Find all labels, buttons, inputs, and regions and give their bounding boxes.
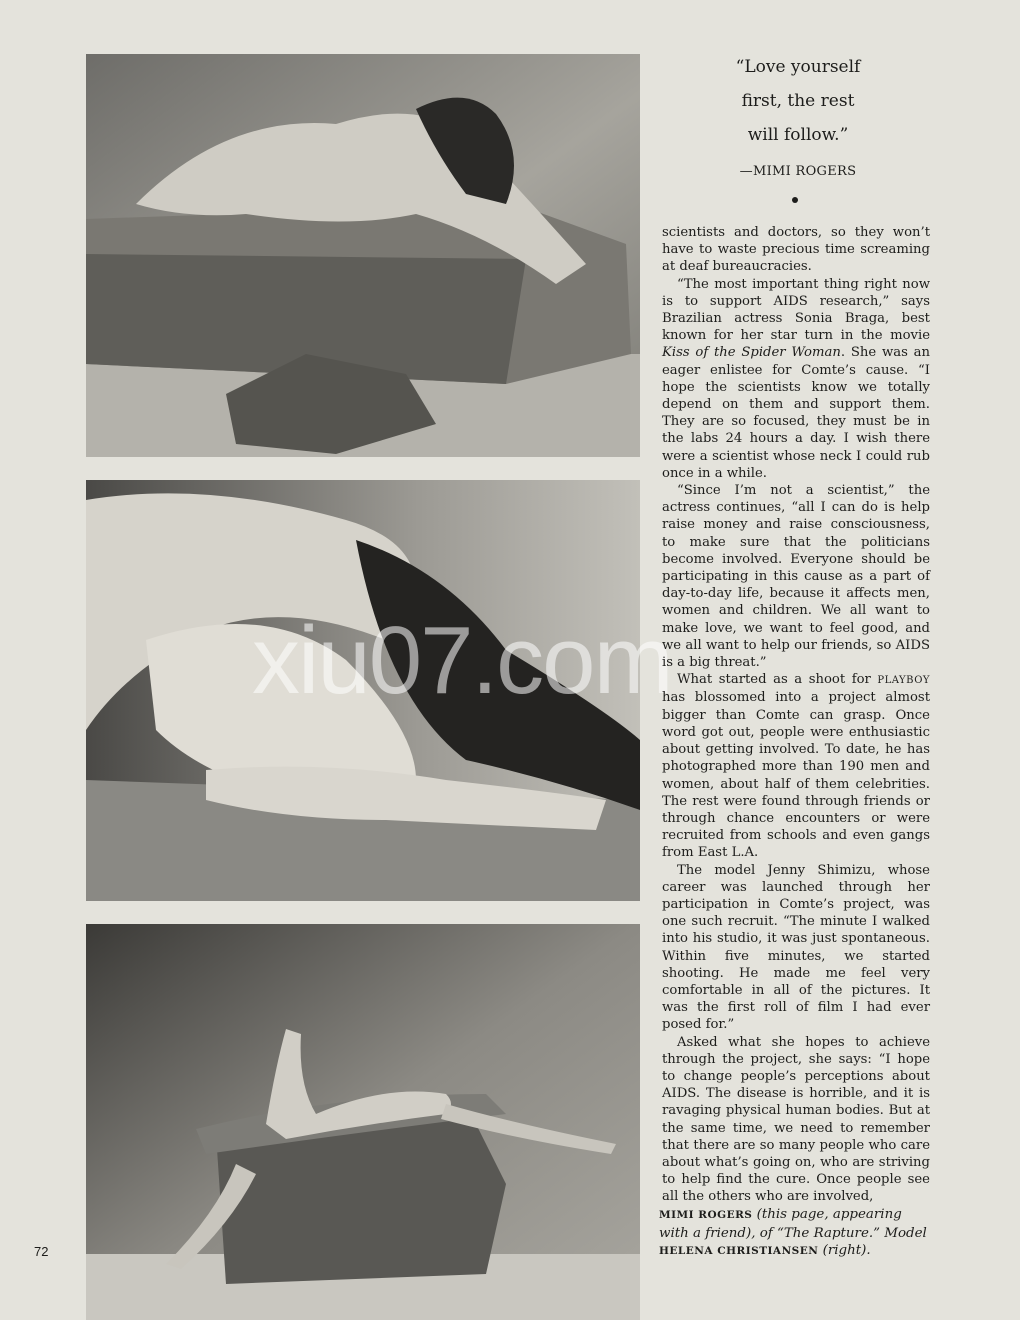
caption-text: (right). (818, 1243, 871, 1258)
pull-quote-attribution: —MIMI ROGERS (739, 164, 857, 179)
paragraph: Asked what she hopes to achieve through the project, she says: “I hope to change people’s perceptions about AIDS. The disease is horrible, and it is ravaging physical human bodies. But at the same time, we need to remember that there are so many people who care about what’s going on, who are striving to help find the cure. Once people see all the others who are involved, (662, 1034, 930, 1205)
pull-quote-line: first, the rest (741, 91, 855, 111)
paragraph: scientists and doctors, so they won’t have to waste precious time screaming at deaf bureaucracies. (662, 225, 930, 275)
paragraph (662, 671, 930, 861)
paragraph: “Since I’m not a scientist,” the actress continues, “all I can do is help raise money and raise consciousness, to make sure that the politicians become involved. Everyone should be participating in this cause as a part of day-to-day life, because it affects men, women and children. We all want to make love, we want to feel good, and we all want to help our friends, so AIDS is a big threat.” (662, 483, 930, 671)
paragraph-text: “The most important thing right now is to support AIDS research,” says Brazilian actress Sonia Braga, best known for her star turn in the movie (662, 276, 930, 344)
film-title: Kiss of the Spider Woman (662, 345, 841, 361)
watermark: xiu07.com (252, 607, 672, 714)
paragraph (662, 276, 930, 482)
pull-quote-line: will follow.” (747, 125, 849, 145)
caption-text: (this page, appearing with a friend), of “The Rapture.” Model (659, 1207, 927, 1241)
magazine-name: PLAYBOY (877, 675, 930, 687)
paragraph-text: has blossomed into a project almost bigger than Comte can grasp. Once word got out, people were enthusiastic about getting involved. To date, he has photographed more than 190 men and women, about half of them celebrities. The rest were found through friends or through chance encounters or were recruited from schools and even gangs from East L.A. (662, 690, 930, 861)
paragraph-text: . She was an eager enlistee for Comte’s cause. “I hope the scientists know we totally depend on them and support them. They are so focused, they must be in the labs 24 hours a day. I wish there were a scientist whose neck I could rub once in a while. (662, 345, 931, 481)
photo-two-figures-embracing-closeup (86, 480, 640, 901)
section-bullet (792, 197, 798, 203)
paragraph-text: What started as a shoot for (677, 672, 878, 688)
page-number: 72 (34, 1244, 49, 1259)
paragraph: The model Jenny Shimizu, whose career was launched through her participation in Comte’s project, was one such recruit. “The minute I walked into his studio, it was just spontaneous. Within five minutes, we started shooting. He made me feel very comfortable in all of the pictures. It was the first roll of film I had ever posed for.” (662, 862, 930, 1033)
photo-figure-reclining-on-draped-block (86, 924, 640, 1320)
caption-name: HELENA CHRISTIANSEN (659, 1245, 819, 1257)
pull-quote-line: “Love yourself (735, 57, 861, 77)
caption-name: MIMI ROGERS (659, 1209, 753, 1221)
article-body (662, 224, 930, 1206)
photo-caption (659, 1206, 931, 1261)
pull-quote (700, 50, 896, 192)
photo-two-figures-on-draped-table (86, 54, 640, 457)
